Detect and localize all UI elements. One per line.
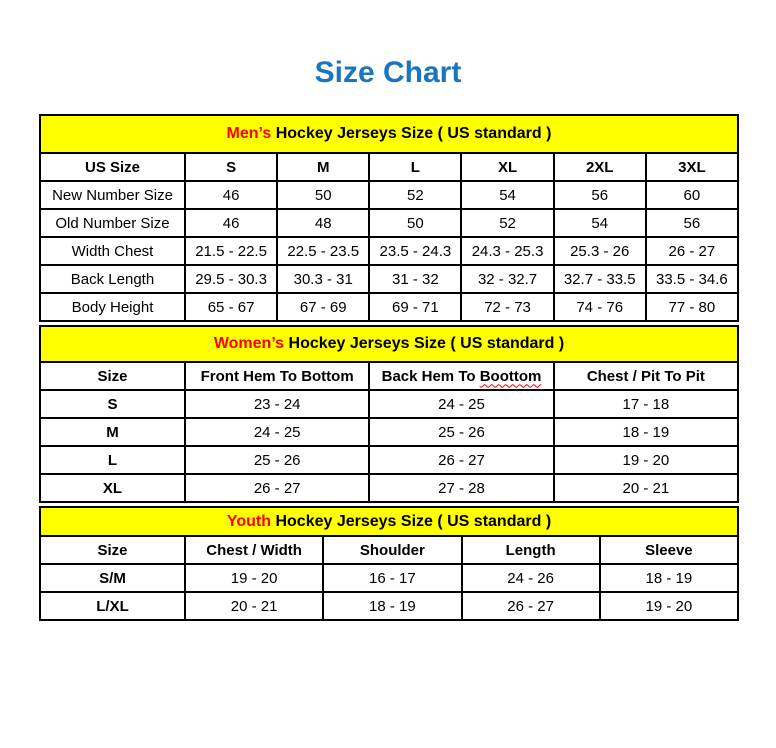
row-label-cell: Back Length [40, 265, 185, 293]
column-header-label: S [226, 158, 237, 176]
value-cell: 50 [277, 181, 369, 209]
row-label-cell: XL [40, 474, 185, 502]
column-header-cell [461, 153, 553, 181]
value-cell: 50 [369, 209, 461, 237]
column-header-cell [646, 153, 738, 181]
row-label-cell: Width Chest [40, 237, 185, 265]
value-cell: 23 - 24 [185, 390, 369, 418]
column-header-row [40, 536, 738, 564]
row-label-cell: New Number Size [40, 181, 185, 209]
column-header-label: M [316, 158, 330, 176]
value-cell: 67 - 69 [277, 293, 369, 321]
table-row [40, 209, 738, 237]
column-header-label: 2XL [585, 158, 614, 176]
size-table-womens [39, 325, 739, 503]
column-header-label: US Size [84, 158, 141, 176]
table-row [40, 237, 738, 265]
value-cell: 72 - 73 [461, 293, 553, 321]
column-header-label: L [410, 158, 420, 176]
row-label-cell: Body Height [40, 293, 185, 321]
table-row [40, 564, 738, 592]
column-header-cell [554, 153, 646, 181]
section-title-label: Hockey Jerseys Size ( US standard ) [271, 512, 552, 530]
value-cell: 26 - 27 [646, 237, 738, 265]
section-band [40, 326, 738, 362]
column-header-cell [40, 153, 185, 181]
column-header-cell [185, 536, 323, 564]
value-cell: 25 - 26 [185, 446, 369, 474]
column-header-label: Size [97, 541, 128, 559]
size-table-mens [39, 114, 739, 322]
value-cell: 16 - 17 [323, 564, 461, 592]
value-cell: 26 - 27 [462, 592, 600, 620]
column-header-cell [369, 153, 461, 181]
table-row [40, 265, 738, 293]
section-title-label: Hockey Jerseys Size ( US standard ) [271, 125, 552, 142]
value-cell: 32.7 - 33.5 [554, 265, 646, 293]
value-cell: 19 - 20 [600, 592, 738, 620]
section-band-row [40, 507, 738, 536]
section-band [40, 115, 738, 153]
value-cell: 20 - 21 [185, 592, 323, 620]
row-label-cell: S [40, 390, 185, 418]
value-cell: 77 - 80 [646, 293, 738, 321]
value-cell: 26 - 27 [369, 446, 553, 474]
value-cell: 65 - 67 [185, 293, 277, 321]
column-header-label: Back Hem To [381, 367, 480, 385]
column-header-label: XL [497, 158, 518, 176]
value-cell: 21.5 - 22.5 [185, 237, 277, 265]
value-cell: 31 - 32 [369, 265, 461, 293]
table-row [40, 181, 738, 209]
column-header-cell [323, 536, 461, 564]
value-cell: 18 - 19 [554, 418, 738, 446]
value-cell: 52 [369, 181, 461, 209]
section-band [40, 507, 738, 536]
section-band-row [40, 326, 738, 362]
value-cell: 24 - 26 [462, 564, 600, 592]
section-accent-label: Youth [226, 512, 272, 530]
value-cell: 46 [185, 209, 277, 237]
column-header-label: Front Hem To Bottom [200, 367, 354, 385]
column-header-label: Chest / Width [206, 541, 302, 559]
column-header-cell [185, 153, 277, 181]
value-cell: 30.3 - 31 [277, 265, 369, 293]
column-header-label: Shoulder [359, 541, 425, 559]
value-cell: 25 - 26 [369, 418, 553, 446]
value-cell: 24 - 25 [369, 390, 553, 418]
value-cell: 69 - 71 [369, 293, 461, 321]
value-cell: 19 - 20 [185, 564, 323, 592]
value-cell: 18 - 19 [600, 564, 738, 592]
row-label-cell: L/XL [40, 592, 185, 620]
value-cell: 22.5 - 23.5 [277, 237, 369, 265]
column-header-cell [185, 362, 369, 390]
row-label-cell: M [40, 418, 185, 446]
value-cell: 32 - 32.7 [461, 265, 553, 293]
column-header-label: Sleeve [645, 541, 693, 559]
value-cell: 18 - 19 [323, 592, 461, 620]
value-cell: 74 - 76 [554, 293, 646, 321]
row-label-cell: L [40, 446, 185, 474]
misspelled-word: Boottom [479, 367, 542, 385]
section-accent-label: Men’s [226, 125, 272, 142]
value-cell: 26 - 27 [185, 474, 369, 502]
value-cell: 24.3 - 25.3 [461, 237, 553, 265]
table-row [40, 446, 738, 474]
column-header-row [40, 362, 738, 390]
table-row [40, 474, 738, 502]
value-cell: 27 - 28 [369, 474, 553, 502]
column-header-cell [554, 362, 738, 390]
value-cell: 19 - 20 [554, 446, 738, 474]
value-cell: 24 - 25 [185, 418, 369, 446]
column-header-cell [462, 536, 600, 564]
value-cell: 54 [461, 181, 553, 209]
table-row [40, 293, 738, 321]
section-accent-label: Women’s [213, 335, 285, 352]
section-title-label: Hockey Jerseys Size ( US standard ) [284, 335, 565, 352]
value-cell: 20 - 21 [554, 474, 738, 502]
value-cell: 25.3 - 26 [554, 237, 646, 265]
table-row [40, 418, 738, 446]
column-header-row [40, 153, 738, 181]
value-cell: 48 [277, 209, 369, 237]
row-label-cell: S/M [40, 564, 185, 592]
value-cell: 52 [461, 209, 553, 237]
column-header-cell [277, 153, 369, 181]
column-header-cell [600, 536, 738, 564]
size-chart [39, 114, 737, 621]
page-title: Size Chart [314, 56, 462, 89]
value-cell: 54 [554, 209, 646, 237]
column-header-label: Chest / Pit To Pit [586, 367, 705, 385]
value-cell: 60 [646, 181, 738, 209]
column-header-label: Size [97, 367, 128, 385]
column-header-label: 3XL [678, 158, 706, 176]
table-row [40, 592, 738, 620]
column-header-cell [40, 362, 185, 390]
size-table-youth [39, 506, 739, 621]
value-cell: 29.5 - 30.3 [185, 265, 277, 293]
value-cell: 17 - 18 [554, 390, 738, 418]
column-header-cell [40, 536, 185, 564]
section-band-row [40, 115, 738, 153]
table-row [40, 390, 738, 418]
value-cell: 23.5 - 24.3 [369, 237, 461, 265]
row-label-cell: Old Number Size [40, 209, 185, 237]
value-cell: 33.5 - 34.6 [646, 265, 738, 293]
value-cell: 56 [646, 209, 738, 237]
column-header-label: Length [505, 541, 556, 559]
value-cell: 46 [185, 181, 277, 209]
value-cell: 56 [554, 181, 646, 209]
column-header-cell [369, 362, 553, 390]
